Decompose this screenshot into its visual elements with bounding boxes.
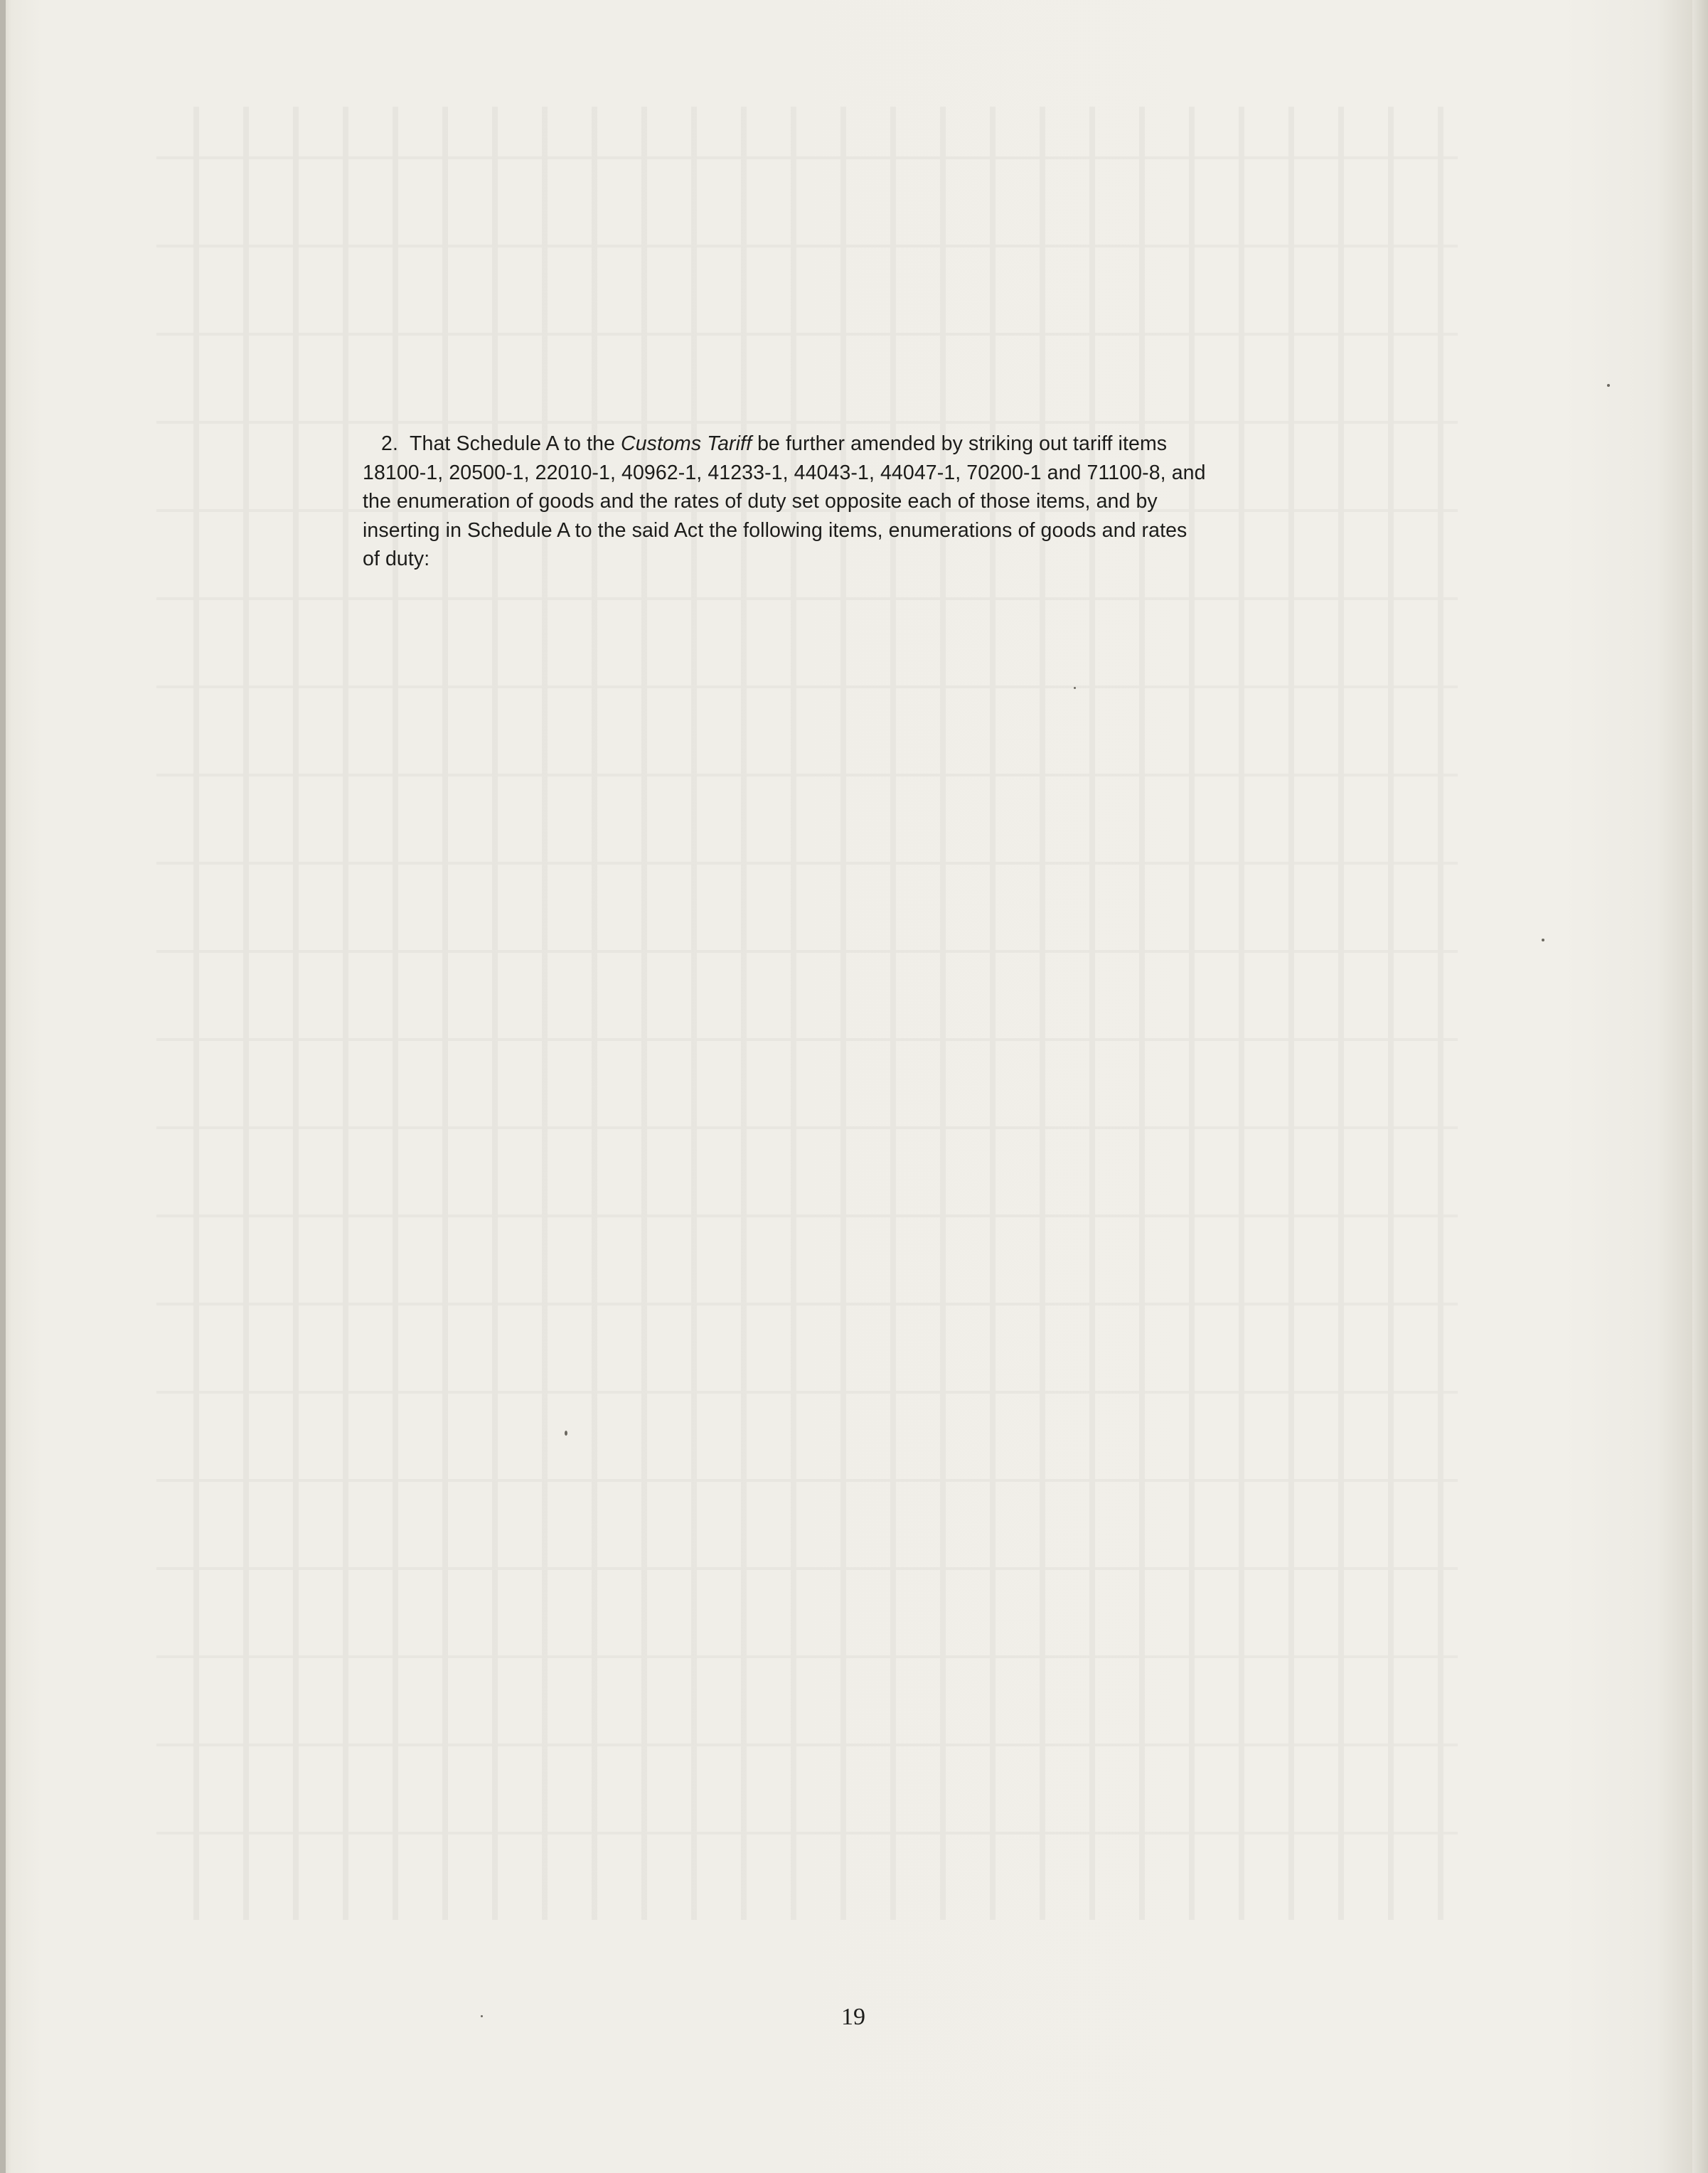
page-left-edge xyxy=(0,0,6,2173)
paragraph-line-1 xyxy=(363,429,1358,459)
paragraph-line-1-start: That Schedule A to the xyxy=(410,432,621,455)
paragraph-line-3: the enumeration of goods and the rates of duty set opposite each of those items, and by xyxy=(363,490,1158,513)
paper-speck xyxy=(1074,687,1076,689)
paragraph-number: 2. xyxy=(381,432,398,455)
amendment-paragraph xyxy=(363,429,1358,574)
act-title: Customs Tariff xyxy=(621,432,752,455)
paper-speck xyxy=(1542,939,1544,941)
page-right-edge xyxy=(1692,0,1708,2173)
paper-speck xyxy=(565,1431,567,1436)
show-through-background xyxy=(156,107,1458,1920)
page-number: 19 xyxy=(841,2004,865,2030)
paragraph-line-1-end: be further amended by striking out tariff items xyxy=(752,432,1168,455)
paragraph-line-2: 18100-1, 20500-1, 22010-1, 40962-1, 41233-1, 44043-1, 44047-1, 70200-1 and 71100-8, and xyxy=(363,461,1206,484)
paper-speck xyxy=(1607,384,1610,387)
paper-speck xyxy=(481,2015,483,2017)
paragraph-line-5: of duty: xyxy=(363,548,430,570)
paragraph-line-4: inserting in Schedule A to the said Act the following items, enumerations of goods and rates xyxy=(363,518,1187,542)
